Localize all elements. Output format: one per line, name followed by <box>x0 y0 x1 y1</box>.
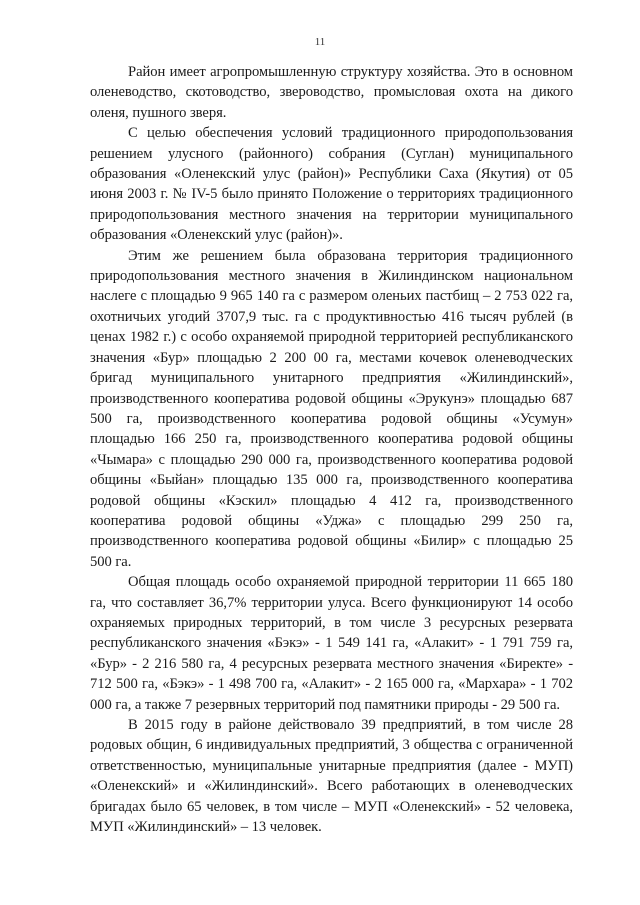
paragraph-enterprises-2015: В 2015 году в районе действовало 39 предприятий, в том числе 28 родовых общин, 6 индивидуальных предприятий, 3 общества с ограниченной ответственностью, муниципальные унитарные предприятия (далее - МУП) «Оленекский» и «Жилиндинский». Всего работающих в оленеводческих бригадах было 65 человек, в том числе – МУП «Оленекский» - 52 человека, МУП «Жилиндинский» – 13 человек. <box>90 717 573 836</box>
paragraph-protected-areas: Общая площадь особо охраняемой природной территории 11 665 180 га, что составляет 36,7% территории улуса. Всего функционируют 14 особо охраняемых природных территорий, в том числе 3 ресурсных резервата республиканского значения «Бэкэ» - 1 549 141 га, «Алакит» - 1 791 759 га, «Бур» - 2 216 580 га, 4 ресурсных резервата местного значения «Биректе» - 712 500 га, «Бэкэ» - 1 498 700 га, «Алакит» - 2 165 000 га, «Мархара» - 1 702 000 га, а также 7 резервных территорий под памятники природы - 29 500 га. <box>90 574 573 713</box>
paragraph-decision-regulation: С целью обеспечения условий традиционного природопользования решением улусного (районного) собрания (Суглан) муниципального образования «Оленекский улус (район)» Республики Саха (Якутия) от 05 июня 2003 г. № IV-5 было принято Положение о территориях традиционного природопользования местного значения на территории муниципального образования «Оленекский улус (район)». <box>90 125 573 244</box>
page-number: 11 <box>314 36 326 48</box>
paragraph-territory-zhilinda: Этим же решением была образована территория традиционного природопользования местного значения в Жилиндинском национальном наслеге с площадью 9 965 140 га с размером оленьих пастбищ – 2 753 022 га, охотничьих угодий 3707,9 тыс. га с продуктивностью 416 тысяч рублей (в ценах 1982 г.) с особо охраняемой природной территорией республиканского значения «Бур» площадью 2 200 00 га, местами кочевок оленеводческих бригад муниципального унитарного предприятия «Жилиндинский», производственного кооператива родовой общины «Эрукунэ» площадью 687 500 га, производственного кооператива родовой общины «Усумун» площадью 166 250 га, производственного кооператива родовой общины «Чымара» с площадью 290 000 га, производственного кооператива родовой общины «Быйан» площадью 135 000 га, производственного кооператива родовой общины «Кэскил» площадью 4 412 га, производственного кооператива родовой общины «Уджа» с площадью 299 250 га, производственного кооператива родовой общины «Билир» с площадью 25 500 га. <box>90 247 573 570</box>
paragraph-economy-structure: Район имеет агропромышленную структуру хозяйства. Это в основном оленеводство, скотоводство, звероводство, промысловая охота на дикого оленя, пушного зверя. <box>90 64 573 121</box>
document-body <box>90 62 573 837</box>
